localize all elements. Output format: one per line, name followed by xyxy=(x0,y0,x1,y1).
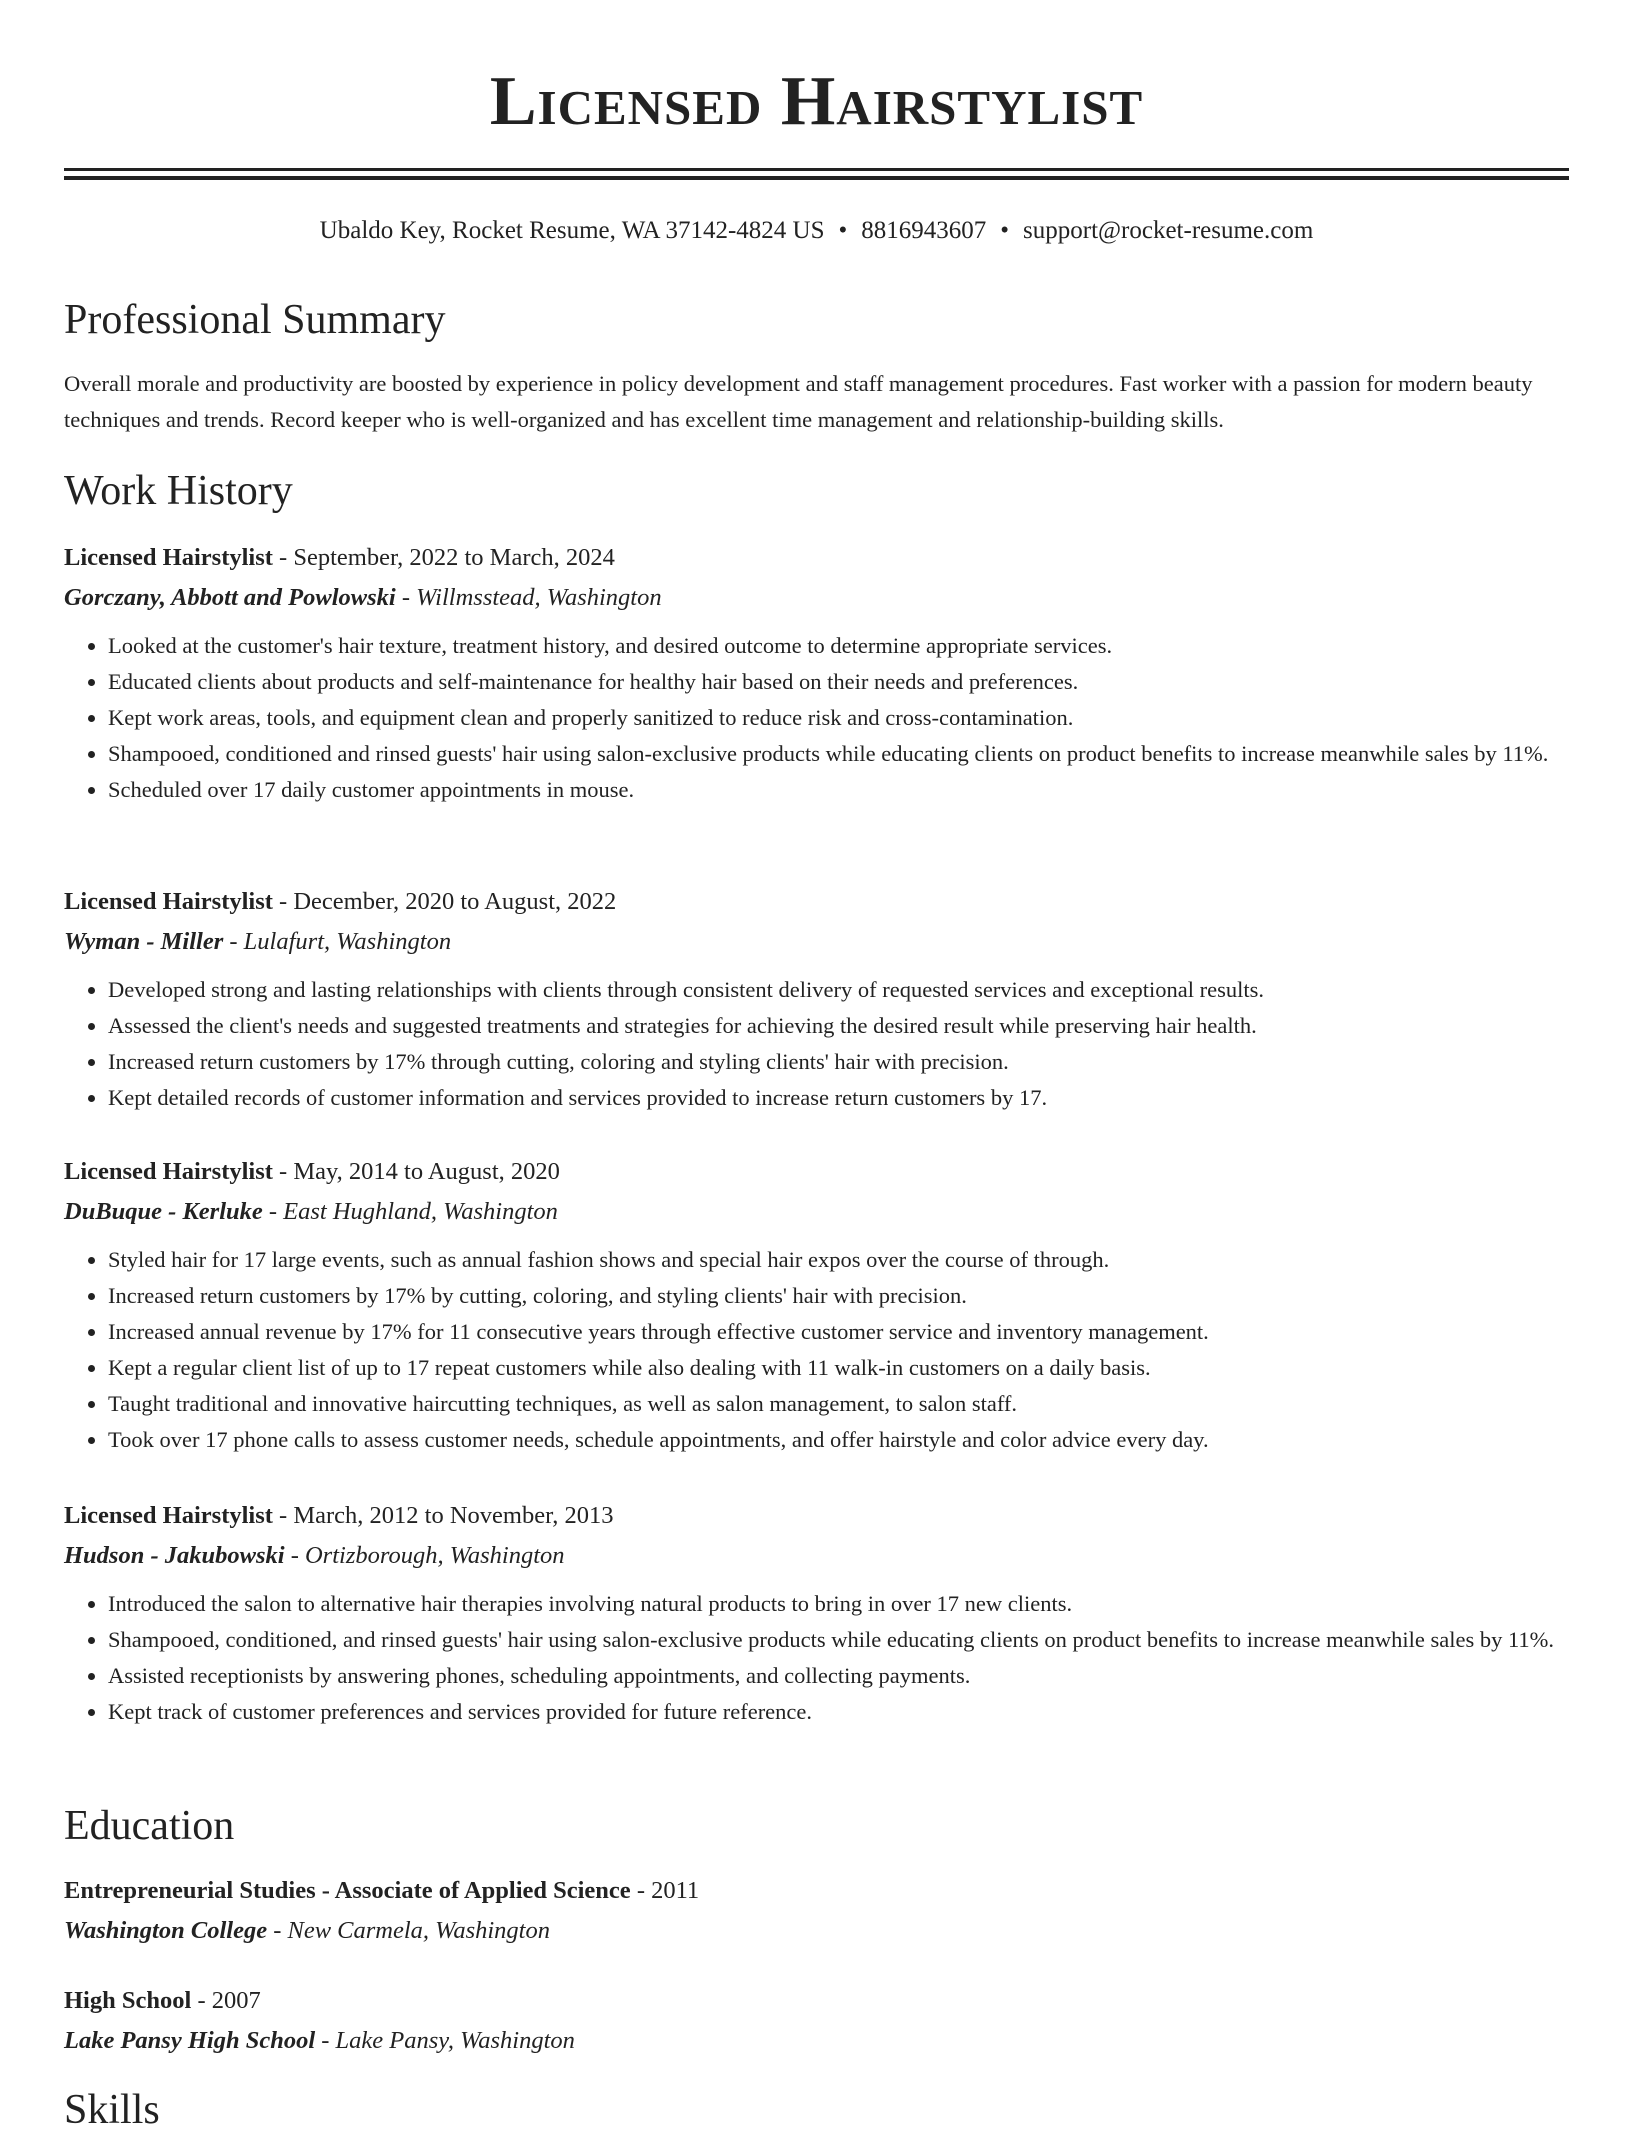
education-heading: Education xyxy=(64,1803,235,1849)
job-bullet: • Looked at the customer's hair texture, treatment history, and desired outcome to determine appropriate services. xyxy=(108,628,1569,664)
job-bullet: • Shampooed, conditioned, and rinsed guests' hair using salon-exclusive products while educating clients on product benefits to increase meanwhile sales by 11%. xyxy=(108,1622,1569,1658)
job-entry xyxy=(64,882,1569,1116)
resume-title: Licensed Hairstylist xyxy=(489,63,1144,140)
job-bullets xyxy=(64,972,1569,1116)
job-bullet: • Kept track of customer preferences and services provided for future reference. xyxy=(108,1694,1569,1730)
education-degree-line xyxy=(64,1871,1569,1911)
job-role: Licensed Hairstylist xyxy=(64,1502,273,1529)
job-title-line xyxy=(64,1152,1569,1192)
job-bullet: • Educated clients about products and self-maintenance for healthy hair based on their needs and preferences. xyxy=(108,664,1569,700)
job-location: - East Hughland, Washington xyxy=(262,1198,558,1225)
contact-address: Ubaldo Key, Rocket Resume, WA 37142-4824 US xyxy=(319,217,825,244)
job-company-line xyxy=(64,1536,1569,1576)
job-role: Licensed Hairstylist xyxy=(64,888,273,915)
job-company-line xyxy=(64,1192,1569,1232)
education-school-line xyxy=(64,2021,1569,2061)
job-bullets xyxy=(64,628,1569,808)
job-dates: - December, 2020 to August, 2022 xyxy=(272,888,617,915)
contact-phone: 8816943607 xyxy=(861,217,987,244)
work-history-heading: Work History xyxy=(64,468,293,514)
education-degree: High School xyxy=(64,1987,192,2014)
education-entry xyxy=(64,1981,1569,2061)
job-bullet: • Increased return customers by 17% through cutting, coloring and styling clients' hair with precision. xyxy=(108,1044,1569,1080)
job-company: Wyman - Miller xyxy=(64,928,224,955)
job-dates: - September, 2022 to March, 2024 xyxy=(272,544,615,571)
job-role: Licensed Hairstylist xyxy=(64,544,273,571)
title-divider-thin xyxy=(64,176,1569,180)
job-bullet: • Assisted receptionists by answering phones, scheduling appointments, and collecting payments. xyxy=(108,1658,1569,1694)
education-degree: Entrepreneurial Studies - Associate of Applied Science xyxy=(64,1877,631,1904)
job-dates: - May, 2014 to August, 2020 xyxy=(272,1158,560,1185)
education-school-line xyxy=(64,1911,1569,1951)
education-entry xyxy=(64,1871,1569,1951)
education-school: Lake Pansy High School xyxy=(64,2027,316,2054)
education-location: - Lake Pansy, Washington xyxy=(315,2027,575,2054)
job-bullet: • Kept a regular client list of up to 17 repeat customers while also dealing with 11 walk-in customers on a daily basis. xyxy=(108,1350,1569,1386)
job-bullets xyxy=(64,1586,1569,1730)
job-company: Gorczany, Abbott and Powlowski xyxy=(64,584,396,611)
education-school: Washington College xyxy=(64,1917,268,1944)
job-company: DuBuque - Kerluke xyxy=(64,1198,263,1225)
summary-heading: Professional Summary xyxy=(64,297,446,343)
job-bullet: • Taught traditional and innovative haircutting techniques, as well as salon management, to salon staff. xyxy=(108,1386,1569,1422)
job-location: - Lulafurt, Washington xyxy=(223,928,452,955)
job-bullet: • Developed strong and lasting relationships with clients through consistent delivery of requested services and exceptional results. xyxy=(108,972,1569,1008)
contact-line xyxy=(64,214,1569,248)
contact-email: support@rocket-resume.com xyxy=(1023,217,1314,244)
job-bullet: • Increased return customers by 17% by cutting, coloring, and styling clients' hair with precision. xyxy=(108,1278,1569,1314)
job-bullet: • Increased annual revenue by 17% for 11 consecutive years through effective customer service and inventory management. xyxy=(108,1314,1569,1350)
education-degree-line xyxy=(64,1981,1569,2021)
job-entry xyxy=(64,538,1569,808)
job-company: Hudson - Jakubowski xyxy=(64,1542,285,1569)
title-divider-thick xyxy=(64,168,1569,171)
job-title-line xyxy=(64,1496,1569,1536)
job-company-line xyxy=(64,922,1569,962)
job-bullet: • Kept work areas, tools, and equipment clean and properly sanitized to reduce risk and cross-contamination. xyxy=(108,700,1569,736)
job-location: - Ortizborough, Washington xyxy=(284,1542,565,1569)
education-year: - 2007 xyxy=(191,1987,261,2014)
summary-text: Overall morale and productivity are boosted by experience in policy development and staff management procedures. Fast worker with a passion for modern beauty techniques and trends. Record keeper who is well-organized and has excellent time management and relationship-building skills. xyxy=(64,371,1533,432)
job-role: Licensed Hairstylist xyxy=(64,1158,273,1185)
education-location: - New Carmela, Washington xyxy=(267,1917,550,1944)
job-bullet: • Assessed the client's needs and suggested treatments and strategies for achieving the desired result while preserving hair health. xyxy=(108,1008,1569,1044)
skills-heading: Skills xyxy=(64,2087,160,2133)
job-bullets xyxy=(64,1242,1569,1458)
contact-separator: • xyxy=(1000,217,1010,244)
job-entry xyxy=(64,1152,1569,1458)
job-company-line xyxy=(64,578,1569,618)
job-bullet: • Introduced the salon to alternative hair therapies involving natural products to bring in over 17 new clients. xyxy=(108,1586,1569,1622)
education-year: - 2011 xyxy=(630,1877,700,1904)
job-title-line xyxy=(64,538,1569,578)
job-bullet: • Took over 17 phone calls to assess customer needs, schedule appointments, and offer hairstyle and color advice every day. xyxy=(108,1422,1569,1458)
job-location: - Willmsstead, Washington xyxy=(395,584,662,611)
job-entry xyxy=(64,1496,1569,1730)
job-bullet: • Shampooed, conditioned and rinsed guests' hair using salon-exclusive products while educating clients on product benefits to increase meanwhile sales by 11%. xyxy=(108,736,1569,772)
contact-separator: • xyxy=(838,217,848,244)
job-bullet: • Styled hair for 17 large events, such as annual fashion shows and special hair expos over the course of through. xyxy=(108,1242,1569,1278)
job-title-line xyxy=(64,882,1569,922)
job-dates: - March, 2012 to November, 2013 xyxy=(272,1502,614,1529)
job-bullet: • Scheduled over 17 daily customer appointments in mouse. xyxy=(108,772,1569,808)
job-bullet: • Kept detailed records of customer information and services provided to increase return customers by 17. xyxy=(108,1080,1569,1116)
